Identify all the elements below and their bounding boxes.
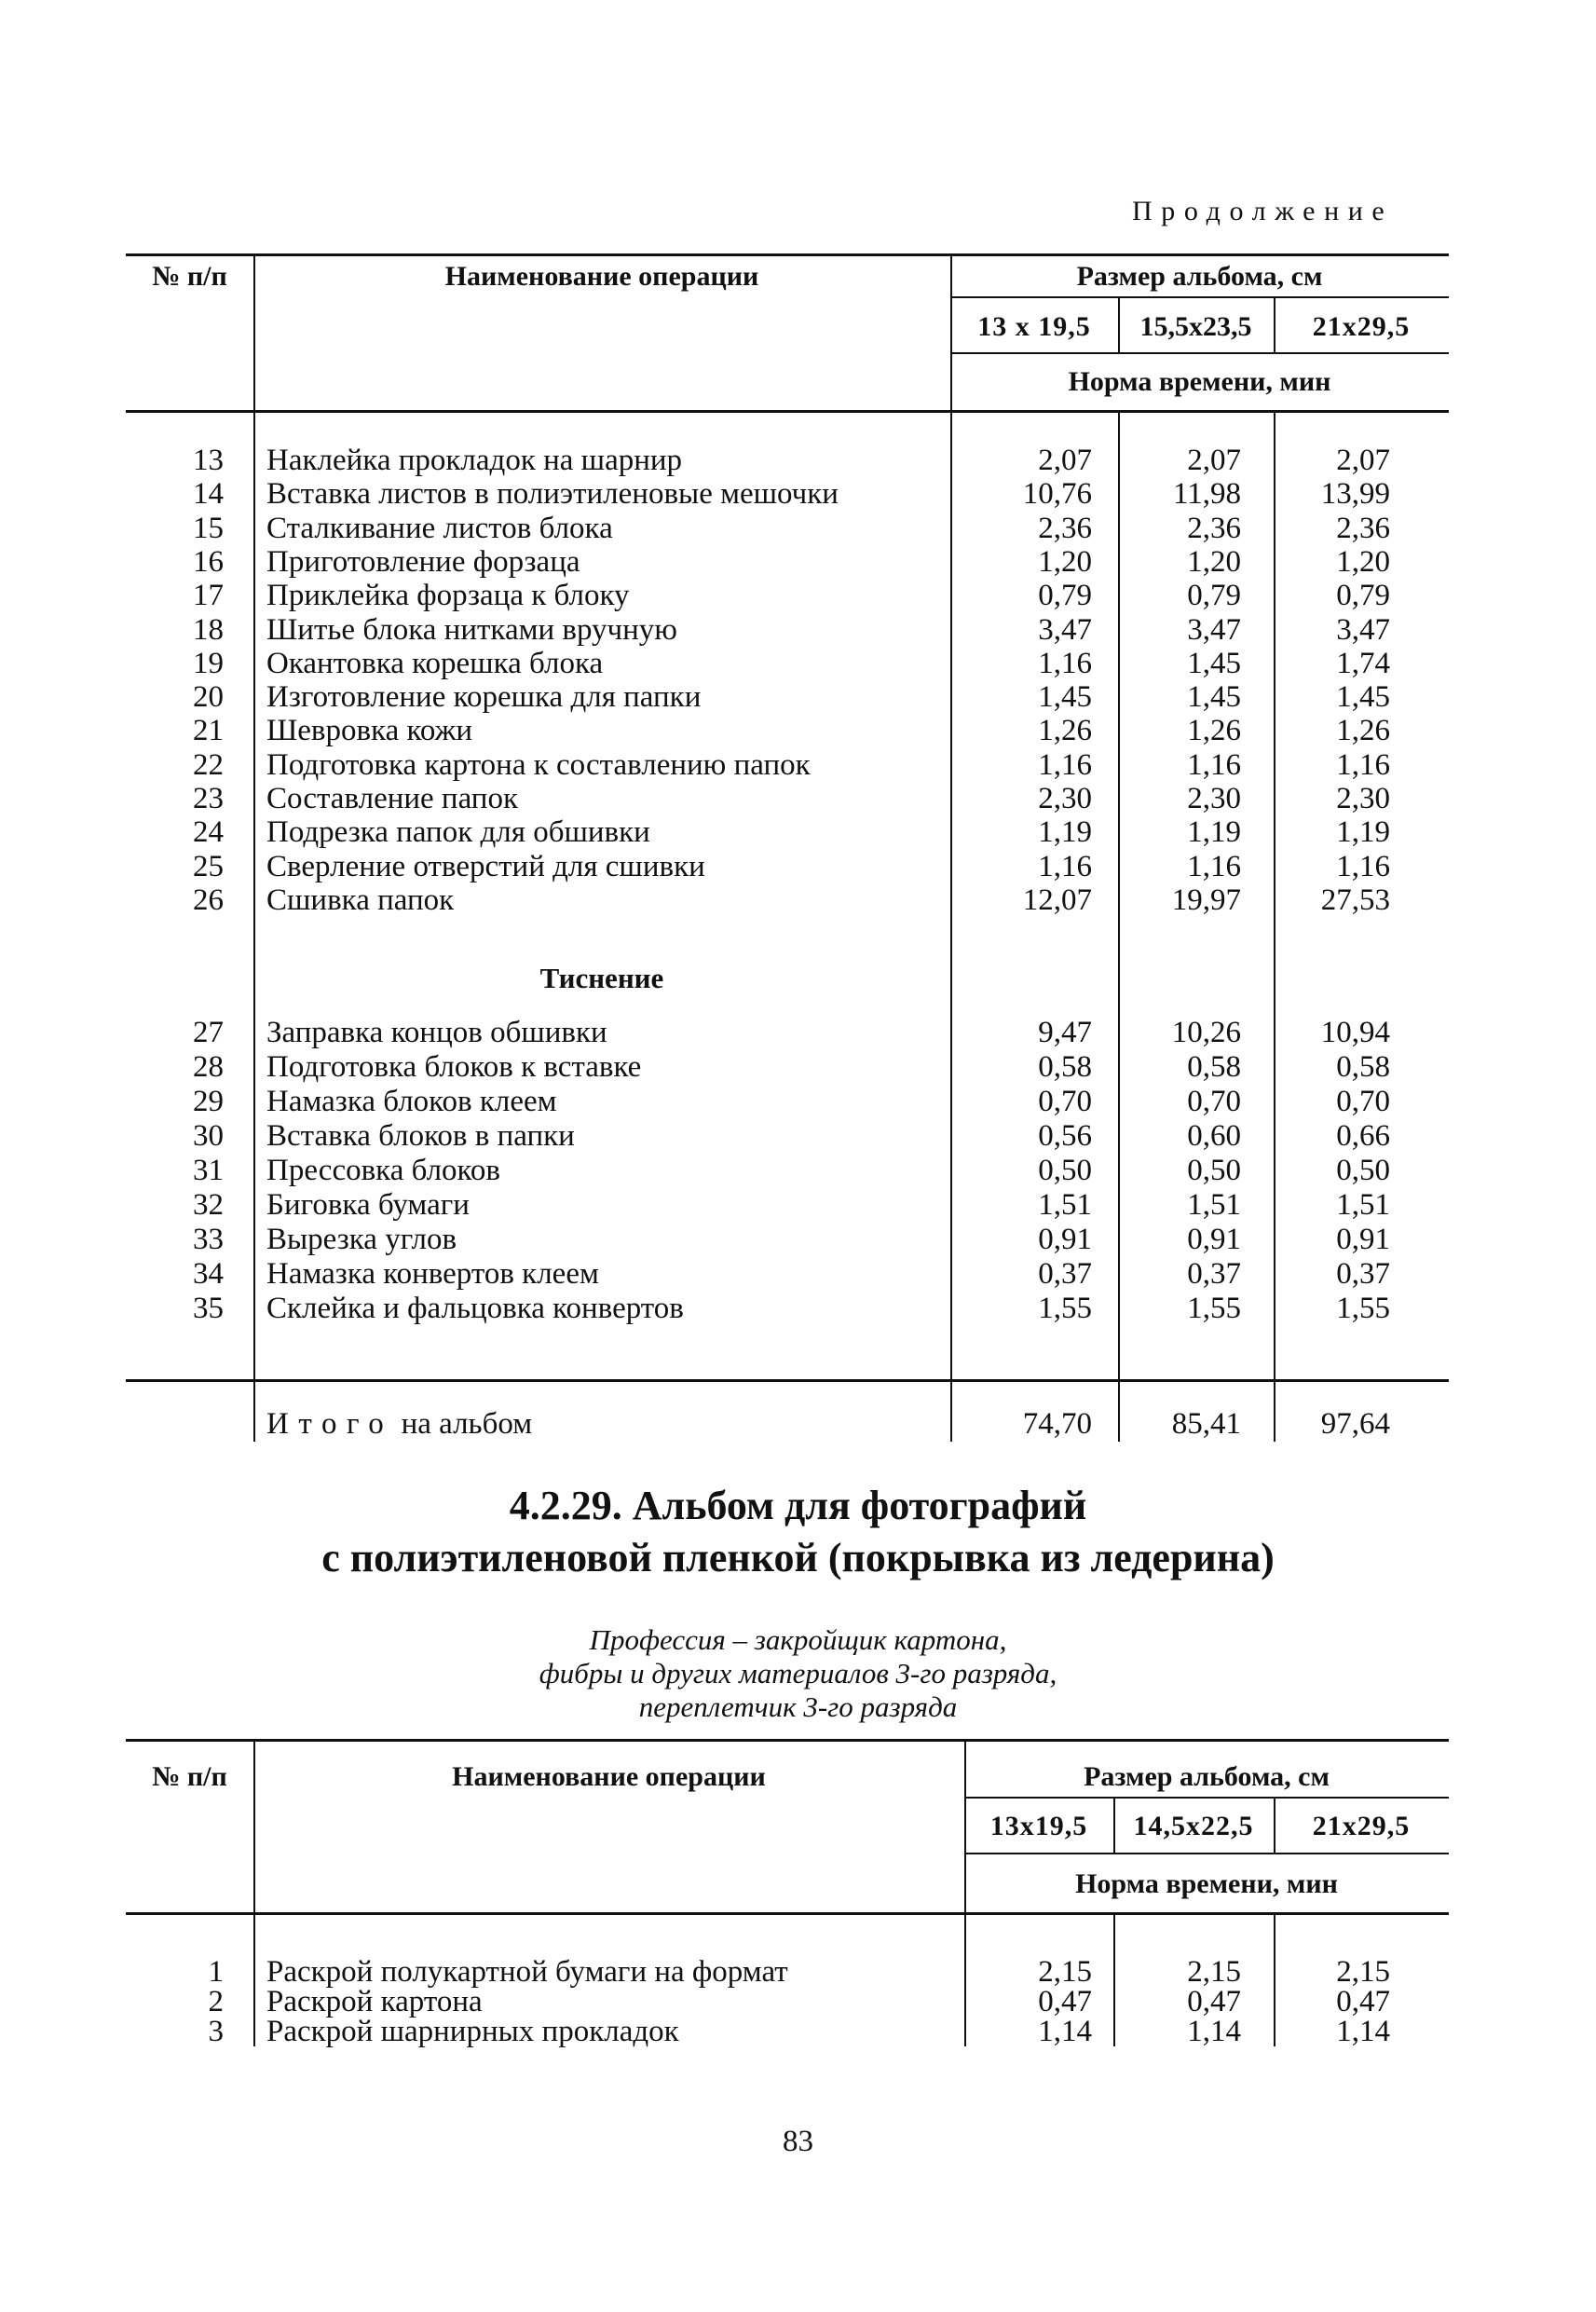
header-operation: Наименование операции: [444, 261, 759, 292]
time-value-3: 2,15: [1336, 1955, 1390, 1989]
time-value-2: 0,91: [1187, 1223, 1241, 1256]
time-value-3: 0,66: [1336, 1119, 1390, 1153]
time-value-2: 2,36: [1187, 511, 1241, 545]
t2-header-size-1: 13х19,5: [989, 1811, 1088, 1841]
operation-name: Составление папок: [266, 782, 518, 815]
time-value-2: 0,37: [1187, 1257, 1241, 1291]
continuation-label: Продолжение: [1132, 196, 1394, 226]
time-value-3: 1,20: [1336, 544, 1390, 579]
time-value-3: 10,94: [1320, 1016, 1390, 1049]
row-number: 14: [193, 477, 224, 512]
operation-name: Сверление отверстий для сшивки: [266, 849, 705, 883]
section-title-line-1: 4.2.29. Альбом для фотографий: [509, 1483, 1087, 1528]
operation-name: Сшивка папок: [266, 882, 455, 917]
row-number: 2: [208, 1985, 224, 2018]
time-value-1: 1,16: [1038, 646, 1092, 680]
operation-name: Вставка блоков в папки: [266, 1119, 575, 1153]
time-value-1: 1,14: [1038, 2015, 1092, 2048]
time-value-3: 27,53: [1320, 882, 1390, 917]
total-label: [266, 1407, 532, 1442]
time-value-3: 1,45: [1336, 680, 1390, 715]
operation-name: Вставка листов в полиэтиленовые мешочки: [266, 477, 839, 512]
operation-name: Вырезка углов: [266, 1223, 457, 1256]
time-value-2: 1,14: [1187, 2015, 1241, 2048]
row-number: 27: [193, 1016, 224, 1049]
row-number: 25: [193, 849, 224, 883]
time-value-2: 0,50: [1187, 1154, 1241, 1187]
time-value-1: 1,16: [1038, 747, 1092, 782]
row-number: 28: [193, 1050, 224, 1084]
time-value-3: 0,70: [1336, 1085, 1390, 1118]
time-value-1: 0,79: [1038, 579, 1092, 613]
time-value-2: 2,15: [1187, 1955, 1241, 1989]
time-value-3: 2,36: [1336, 511, 1390, 545]
time-value-1: 2,36: [1038, 511, 1092, 545]
total-label-rest: на альбом: [401, 1407, 533, 1441]
row-number: 29: [193, 1085, 224, 1118]
operation-name: Раскрой картона: [266, 1985, 483, 2018]
time-value-3: 0,58: [1336, 1050, 1390, 1084]
header-time-norm: Норма времени, мин: [1068, 366, 1331, 397]
time-value-3: 1,51: [1336, 1188, 1390, 1222]
time-value-1: 2,30: [1038, 782, 1092, 815]
operation-name: Изготовление корешка для папки: [266, 680, 702, 715]
time-value-2: 3,47: [1187, 612, 1241, 647]
operation-name: Раскрой полукартной бумаги на формат: [266, 1955, 788, 1989]
operation-name: Склейка и фальцовка конвертов: [266, 1292, 684, 1325]
time-value-3: 0,47: [1336, 1985, 1390, 2018]
row-number: 15: [193, 511, 224, 545]
operation-name: Раскрой шарнирных прокладок: [266, 2015, 679, 2048]
t2-header-operation: Наименование операции: [452, 1761, 766, 1792]
total-value-2: 85,41: [1171, 1407, 1241, 1441]
time-value-1: 1,20: [1038, 544, 1092, 579]
operation-name: Биговка бумаги: [266, 1188, 470, 1222]
row-number: 22: [193, 747, 224, 782]
time-value-1: 0,70: [1038, 1085, 1092, 1118]
time-value-1: 0,58: [1038, 1050, 1092, 1084]
time-value-1: 1,16: [1038, 849, 1092, 883]
operation-name: Намазка конвертов клеем: [266, 1257, 599, 1291]
row-number: 23: [193, 782, 224, 815]
time-value-2: 0,70: [1187, 1085, 1241, 1118]
time-value-2: 0,47: [1187, 1985, 1241, 2018]
total-value-3: 97,64: [1320, 1407, 1390, 1441]
time-value-3: 3,47: [1336, 612, 1390, 647]
time-value-3: 0,91: [1336, 1223, 1390, 1256]
header-size-3: 21х29,5: [1312, 311, 1411, 342]
time-value-3: 1,19: [1336, 815, 1390, 850]
time-value-3: 1,16: [1336, 747, 1390, 782]
operation-name: Подрезка папок для обшивки: [266, 815, 650, 850]
row-number: 33: [193, 1223, 224, 1256]
time-value-2: 1,19: [1187, 815, 1241, 850]
row-number: 35: [193, 1292, 224, 1325]
profession-line-2: фибры и других материалов 3-го разряда,: [539, 1657, 1057, 1690]
time-value-2: 1,26: [1187, 714, 1241, 748]
row-number: 20: [193, 680, 224, 715]
time-value-1: 2,15: [1038, 1955, 1092, 1989]
time-value-2: 0,60: [1187, 1119, 1241, 1153]
row-number: 1: [208, 1955, 224, 1989]
t2-header-size-3: 21х29,5: [1312, 1811, 1411, 1841]
operation-name: Подготовка блоков к вставке: [266, 1050, 642, 1084]
operation-name: Намазка блоков клеем: [266, 1085, 557, 1118]
row-number: 30: [193, 1119, 224, 1153]
time-value-2: 1,16: [1187, 747, 1241, 782]
operation-name: Шевровка кожи: [266, 714, 473, 748]
profession-line-1: Профессия – закройщик картона,: [589, 1623, 1007, 1656]
time-value-3: 1,55: [1336, 1292, 1390, 1325]
time-value-1: 1,19: [1038, 815, 1092, 850]
time-value-1: 1,51: [1038, 1188, 1092, 1222]
time-value-3: 0,37: [1336, 1257, 1390, 1291]
time-value-3: 1,74: [1336, 646, 1390, 680]
time-value-3: 0,79: [1336, 579, 1390, 613]
row-number: 34: [193, 1257, 224, 1291]
operation-name: Приготовление форзаца: [266, 544, 580, 579]
operation-name: Заправка концов обшивки: [266, 1016, 607, 1049]
time-value-2: 19,97: [1171, 882, 1241, 917]
total-value-1: 74,70: [1022, 1407, 1092, 1441]
row-number: 21: [193, 714, 224, 748]
operation-name: Приклейка форзаца к блоку: [266, 579, 630, 613]
time-value-3: 13,99: [1320, 477, 1390, 512]
row-number: 24: [193, 815, 224, 850]
row-number: 17: [193, 579, 224, 613]
t2-header-size-2: 14,5х22,5: [1133, 1811, 1254, 1841]
operation-name: Подготовка картона к составлению папок: [266, 747, 811, 782]
time-value-1: 1,45: [1038, 680, 1092, 715]
time-value-2: 1,45: [1187, 680, 1241, 715]
section-embossing: Тиснение: [539, 962, 664, 994]
time-value-1: 1,55: [1038, 1292, 1092, 1325]
operation-name: Шитье блока нитками вручную: [266, 612, 677, 647]
row-number: 26: [193, 882, 224, 917]
t2-header-time-norm: Норма времени, мин: [1075, 1868, 1338, 1899]
time-value-3: 0,50: [1336, 1154, 1390, 1187]
time-value-1: 0,56: [1038, 1119, 1092, 1153]
time-value-2: 10,26: [1171, 1016, 1241, 1049]
header-no: № п/п: [152, 261, 227, 292]
time-value-1: 2,07: [1038, 444, 1092, 477]
time-value-2: 1,51: [1187, 1188, 1241, 1222]
time-value-1: 12,07: [1022, 882, 1092, 917]
time-value-2: 1,16: [1187, 849, 1241, 883]
section-title-line-2: с полиэтиленовой пленкой (покрывка из ледерина): [321, 1535, 1275, 1580]
time-value-2: 0,58: [1187, 1050, 1241, 1084]
time-value-2: 2,30: [1187, 782, 1241, 815]
time-value-2: 0,79: [1187, 579, 1241, 613]
header-size-2: 15,5х23,5: [1139, 311, 1252, 342]
row-number: 3: [208, 2015, 224, 2048]
operation-name: Сталкивание листов блока: [266, 511, 613, 545]
time-value-2: 1,20: [1187, 544, 1241, 579]
time-value-1: 0,50: [1038, 1154, 1092, 1187]
t2-header-album-size: Размер альбома, см: [1084, 1761, 1330, 1792]
row-number: 18: [193, 612, 224, 647]
time-value-1: 0,37: [1038, 1257, 1092, 1291]
time-value-3: 2,30: [1336, 782, 1390, 815]
time-value-3: 2,07: [1336, 444, 1390, 477]
time-value-1: 0,47: [1038, 1985, 1092, 2018]
t2-header-no: № п/п: [152, 1761, 227, 1792]
total-label-spaced: Итого: [266, 1407, 394, 1441]
header-size-1: 13 х 19,5: [977, 311, 1091, 342]
row-number: 32: [193, 1188, 224, 1222]
row-number: 16: [193, 544, 224, 579]
row-number: 19: [193, 646, 224, 680]
page-number: 83: [783, 2125, 813, 2158]
time-value-1: 3,47: [1038, 612, 1092, 647]
time-value-3: 1,14: [1336, 2015, 1390, 2048]
time-value-2: 2,07: [1187, 444, 1241, 477]
time-value-1: 1,26: [1038, 714, 1092, 748]
operation-name: Прессовка блоков: [266, 1154, 500, 1187]
time-value-2: 1,45: [1187, 646, 1241, 680]
time-value-3: 1,26: [1336, 714, 1390, 748]
header-album-size: Размер альбома, см: [1076, 261, 1323, 292]
operation-name: Окантовка корешка блока: [266, 646, 604, 680]
time-value-3: 1,16: [1336, 849, 1390, 883]
row-number: 13: [193, 444, 224, 477]
time-value-2: 11,98: [1172, 477, 1241, 512]
time-value-1: 9,47: [1038, 1016, 1092, 1049]
operation-name: Наклейка прокладок на шарнир: [266, 444, 683, 477]
time-value-2: 1,55: [1187, 1292, 1241, 1325]
time-value-1: 0,91: [1038, 1223, 1092, 1256]
time-value-1: 10,76: [1022, 477, 1092, 512]
profession-line-3: переплетчик 3-го разряда: [638, 1690, 958, 1723]
row-number: 31: [193, 1154, 224, 1187]
